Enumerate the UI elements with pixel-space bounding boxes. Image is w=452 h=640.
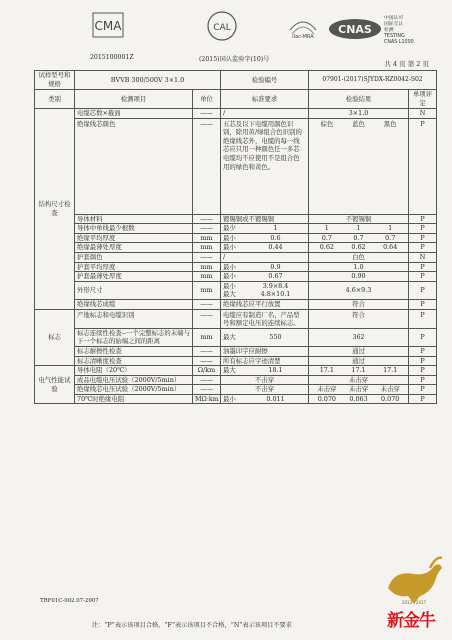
- item-result: 通过: [309, 356, 409, 366]
- item-name: 标志清晰度检查: [75, 356, 193, 366]
- section-marking: 标志: [35, 309, 75, 366]
- item-unit: ——: [193, 224, 221, 234]
- cal-code: (2015)国认监验字(10)号: [199, 56, 270, 63]
- item-requirement: 最小 0.9: [221, 262, 309, 272]
- item-unit: Ω/km: [193, 366, 221, 376]
- table-row: [35, 109, 437, 119]
- item-name: 产地标志和电缆识别: [75, 309, 193, 328]
- item-verdict: P: [409, 346, 437, 356]
- column-header-row: [35, 90, 437, 109]
- item-verdict: P: [409, 214, 437, 224]
- item-unit: ——: [193, 375, 221, 385]
- item-requirement: 最小 0.6: [221, 233, 309, 243]
- item-unit: ——: [193, 214, 221, 224]
- item-requirement: /: [221, 109, 309, 119]
- item-result: 3×1.0: [309, 109, 409, 119]
- item-result: 未击穿: [309, 375, 409, 385]
- table-row: [35, 243, 437, 253]
- item-unit: ——: [193, 252, 221, 262]
- item-verdict: N: [409, 109, 437, 119]
- table-row: [35, 346, 437, 356]
- svg-text:2013 · 2017: 2013 · 2017: [401, 600, 427, 605]
- item-result: 0.62 0.62 0.64: [309, 243, 409, 253]
- item-result: 0.90: [309, 272, 409, 282]
- item-name: 护套颜色: [75, 252, 193, 262]
- item-requirement: 最大 550: [221, 328, 309, 346]
- table-row: [35, 252, 437, 262]
- item-requirement: 最小 0.44: [221, 243, 309, 253]
- report-number: 07901-(2017)SJYDX-RZ0042-S02: [309, 71, 437, 90]
- item-verdict: P: [409, 272, 437, 282]
- item-verdict: P: [409, 356, 437, 366]
- item-verdict: P: [409, 262, 437, 272]
- item-name: 导体中单线最少根数: [75, 224, 193, 234]
- item-name: 绝缘线芯颜色: [75, 118, 193, 214]
- item-verdict: P: [409, 224, 437, 234]
- col-requirement: 标准要求: [221, 90, 309, 109]
- svg-text:CNAS: CNAS: [338, 23, 372, 36]
- table-row: [35, 309, 437, 328]
- item-name: 标志连续性检查--一个完整标志的末端与下一个标志的始端之间的距离: [75, 328, 193, 346]
- item-requirement: 最大 18.1: [221, 366, 309, 376]
- model-value: BVVB 300/500V 3×1.0: [75, 71, 221, 90]
- item-unit: ——: [193, 309, 221, 328]
- table-row: [35, 299, 437, 309]
- item-requirement: 最少 1: [221, 224, 309, 234]
- item-name: 电缆芯数×截面: [75, 109, 193, 119]
- table-row: [35, 214, 437, 224]
- item-result: 0.7 0.7 0.7: [309, 233, 409, 243]
- page-indicator: 共 4 页 第 2 页: [384, 60, 429, 68]
- col-category: 类别: [35, 90, 75, 109]
- item-name: 成品电缆电压试验（2000V/5min）: [75, 375, 193, 385]
- cma-logo-icon: [92, 12, 124, 40]
- item-verdict: P: [409, 299, 437, 309]
- item-requirement: 五芯及以下电缆用颜色识别，除用黄/绿组合色识别的绝缘线芯外，电缆的每一线芯应只用一种颜色任一多芯电缆均不应使用不是组合色用的绿色和黄色。: [221, 118, 309, 214]
- cma-code: 2015100001Z: [90, 54, 134, 61]
- item-unit: mm: [193, 328, 221, 346]
- item-result: 不镀锡铜: [309, 214, 409, 224]
- item-name: 导体材料: [75, 214, 193, 224]
- table-row: [35, 356, 437, 366]
- report-header: [0, 8, 452, 63]
- table-row: [35, 366, 437, 376]
- item-verdict: P: [409, 233, 437, 243]
- item-name: 绝缘平均厚度: [75, 233, 193, 243]
- item-unit: ——: [193, 385, 221, 395]
- item-verdict: P: [409, 385, 437, 395]
- item-requirement: 绝缘线芯应平行放置: [221, 299, 309, 309]
- item-verdict: P: [409, 309, 437, 328]
- item-verdict: P: [409, 366, 437, 376]
- table-row: [35, 233, 437, 243]
- item-name: 导体电阻（20℃）: [75, 366, 193, 376]
- col-unit: 单位: [193, 90, 221, 109]
- item-requirement: 最小 0.011: [221, 394, 309, 404]
- item-requirement: 不击穿: [221, 385, 309, 395]
- table-row: [35, 385, 437, 395]
- item-result: 0.070 0.063 0.070: [309, 394, 409, 404]
- svg-text:CAL: CAL: [213, 23, 231, 33]
- item-requirement: 不击穿: [221, 375, 309, 385]
- item-result: 4.6×9.3: [309, 281, 409, 299]
- item-verdict: P: [409, 394, 437, 404]
- item-result: 1.0: [309, 262, 409, 272]
- report-label: 检验编号: [221, 71, 309, 90]
- item-verdict: P: [409, 328, 437, 346]
- item-unit: mm: [193, 272, 221, 282]
- item-unit: ——: [193, 118, 221, 214]
- item-verdict: N: [409, 252, 437, 262]
- table-row: [35, 262, 437, 272]
- item-verdict: P: [409, 243, 437, 253]
- item-name: 70℃时绝缘电阻: [75, 394, 193, 404]
- cnas-logo-icon: [328, 18, 382, 40]
- item-unit: ——: [193, 299, 221, 309]
- item-requirement: 镀锡铜或不镀锡铜: [221, 214, 309, 224]
- table-row: [35, 118, 437, 214]
- item-unit: mm: [193, 281, 221, 299]
- brand-name: 新金牛: [387, 611, 435, 631]
- table-row: [35, 375, 437, 385]
- item-result: 白色: [309, 252, 409, 262]
- item-requirement: 最小 3.9×8.4 最大 4.8×10.1: [221, 281, 309, 299]
- item-name: 绝缘线芯成缆: [75, 299, 193, 309]
- cal-logo-icon: [205, 10, 239, 42]
- model-label: 试样型号和规格: [35, 71, 75, 90]
- item-name: 标志耐擦性检查: [75, 346, 193, 356]
- item-result: 通过: [309, 346, 409, 356]
- item-unit: MΩ·km: [193, 394, 221, 404]
- item-requirement: 油墨印字应耐擦: [221, 346, 309, 356]
- cnas-accreditation-text: 中国认可 国际互认 检测 TESTING CNAS L1000: [384, 16, 414, 45]
- item-name: 护套最薄处厚度: [75, 272, 193, 282]
- item-result: 符合: [309, 299, 409, 309]
- item-name: 绝缘线芯电压试验（2000V/5min）: [75, 385, 193, 395]
- item-verdict: P: [409, 281, 437, 299]
- item-result: 未击穿 未击穿 未击穿: [309, 385, 409, 395]
- item-result: 符合: [309, 309, 409, 328]
- form-code: TRF01C-002.07-2007: [40, 598, 99, 604]
- svg-text:ilac-MRA: ilac-MRA: [292, 34, 314, 40]
- svg-text:CMA: CMA: [94, 19, 122, 33]
- test-results-table: [34, 70, 437, 404]
- item-verdict: P: [409, 375, 437, 385]
- item-unit: ——: [193, 356, 221, 366]
- item-requirement: 所有标志应字迹清楚: [221, 356, 309, 366]
- item-requirement: /: [221, 252, 309, 262]
- col-item: 检测项目: [75, 90, 193, 109]
- table-row: [35, 224, 437, 234]
- item-unit: ——: [193, 109, 221, 119]
- item-unit: mm: [193, 243, 221, 253]
- col-verdict: 单项评定: [409, 90, 437, 109]
- table-row: [35, 272, 437, 282]
- item-name: 护套平均厚度: [75, 262, 193, 272]
- item-name: 绝缘最薄处厚度: [75, 243, 193, 253]
- model-row: [35, 71, 437, 90]
- table-row: [35, 281, 437, 299]
- ilac-mra-logo-icon: [286, 12, 320, 44]
- table-row: [35, 394, 437, 404]
- col-result: 检验结果: [309, 90, 409, 109]
- section-structure: 结构尺寸检查: [35, 109, 75, 310]
- section-electrical: 电气性能试验: [35, 366, 75, 404]
- item-unit: ——: [193, 346, 221, 356]
- item-result: 1 1 1: [309, 224, 409, 234]
- item-result: 棕色 蓝色 黑色: [309, 118, 409, 214]
- verdict-legend-note: 注：“P”表示该项目合格，“F”表示该项目不合格，“N”表示该项目不要求: [92, 622, 292, 629]
- item-unit: mm: [193, 233, 221, 243]
- item-unit: mm: [193, 262, 221, 272]
- item-result: 17.1 17.1 17.1: [309, 366, 409, 376]
- item-name: 外形尺寸: [75, 281, 193, 299]
- item-result: 362: [309, 328, 409, 346]
- item-requirement: 电缆应有制造厂名、产品型号和额定电压的连续标志。: [221, 309, 309, 328]
- item-requirement: 最小 0.67: [221, 272, 309, 282]
- table-row: [35, 328, 437, 346]
- item-verdict: P: [409, 118, 437, 214]
